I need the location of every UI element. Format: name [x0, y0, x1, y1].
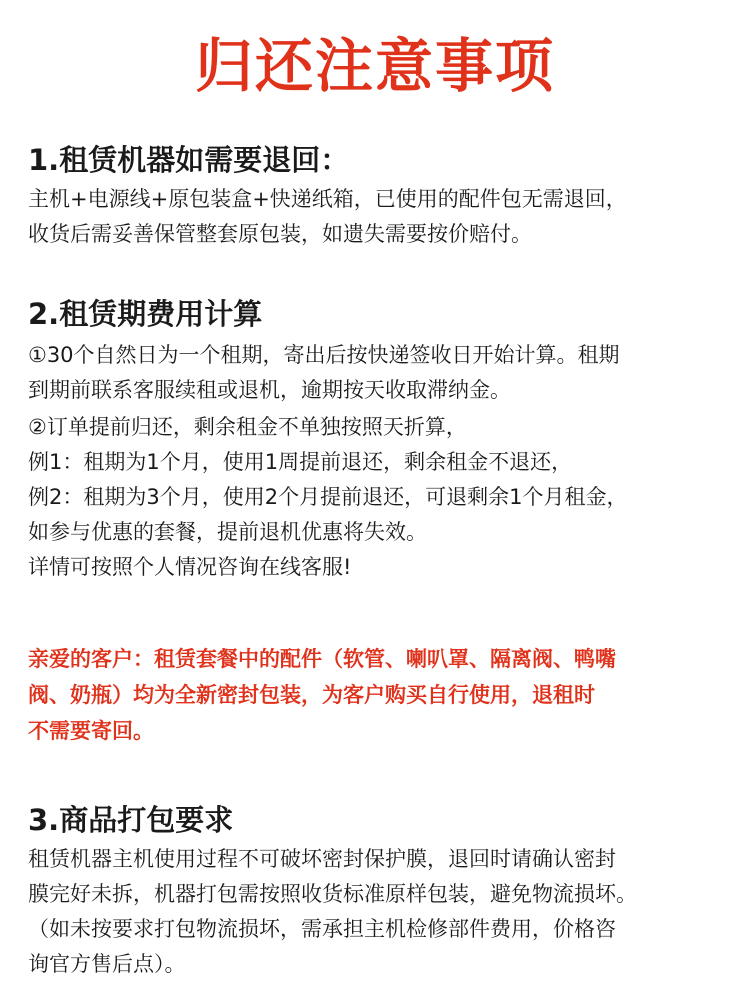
section-2-body — [28, 338, 728, 585]
section-2-heading: 2.租赁期费用计算 — [28, 297, 263, 331]
customer-notice-line: 不需要寄回。 — [28, 719, 154, 743]
section-3-body — [28, 842, 728, 982]
section-2-line: ②订单提前归还，剩余租金不单独按照天折算， — [28, 415, 467, 439]
section-2-line: ①30个自然日为一个租期，寄出后按快递签收日开始计算。租期 — [28, 343, 620, 367]
customer-notice — [28, 642, 728, 750]
customer-notice-line: 亲爱的客户：租赁套餐中的配件（软管、喇叭罩、隔离阀、鸭嘴 — [28, 647, 616, 671]
page-title: 归还注意事项 — [194, 32, 555, 100]
section-1-heading: 1.租赁机器如需要退回： — [28, 143, 350, 177]
section-3-line: 询官方售后点）。 — [28, 952, 186, 976]
customer-notice-line: 阀、奶瓶）均为全新密封包装，为客户购买自行使用，退租时 — [28, 683, 595, 707]
section-2-line: 如参与优惠的套餐，提前退机优惠将失效。 — [28, 520, 427, 544]
section-3-line: 租赁机器主机使用过程不可破坏密封保护膜，退回时请确认密封 — [28, 847, 616, 871]
section-1-line: 主机+电源线+原包装盒+快递纸箱，已使用的配件包无需退回， — [28, 187, 627, 211]
section-3-heading: 3.商品打包要求 — [28, 803, 234, 837]
section-2-line: 详情可按照个人情况咨询在线客服! — [28, 555, 352, 579]
section-1-body — [28, 182, 728, 252]
section-3-line: 膜完好未拆，机器打包需按照收货标准原样包装，避免物流损坏。 — [28, 882, 637, 906]
section-1-line: 收货后需妥善保管整套原包装，如遗失需要按价赔付。 — [28, 222, 532, 246]
section-2-line: 例2：租期为3个月，使用2个月提前退还，可退剩余1个月租金， — [28, 485, 628, 509]
section-3-line: （如未按要求打包物流损坏，需承担主机检修部件费用，价格咨 — [28, 917, 616, 941]
section-2-line: 例1：租期为1个月，使用1周提前退还，剩余租金不退还， — [28, 450, 573, 474]
section-2-line: 到期前联系客服续租或退机，逾期按天收取滞纳金。 — [28, 378, 511, 402]
